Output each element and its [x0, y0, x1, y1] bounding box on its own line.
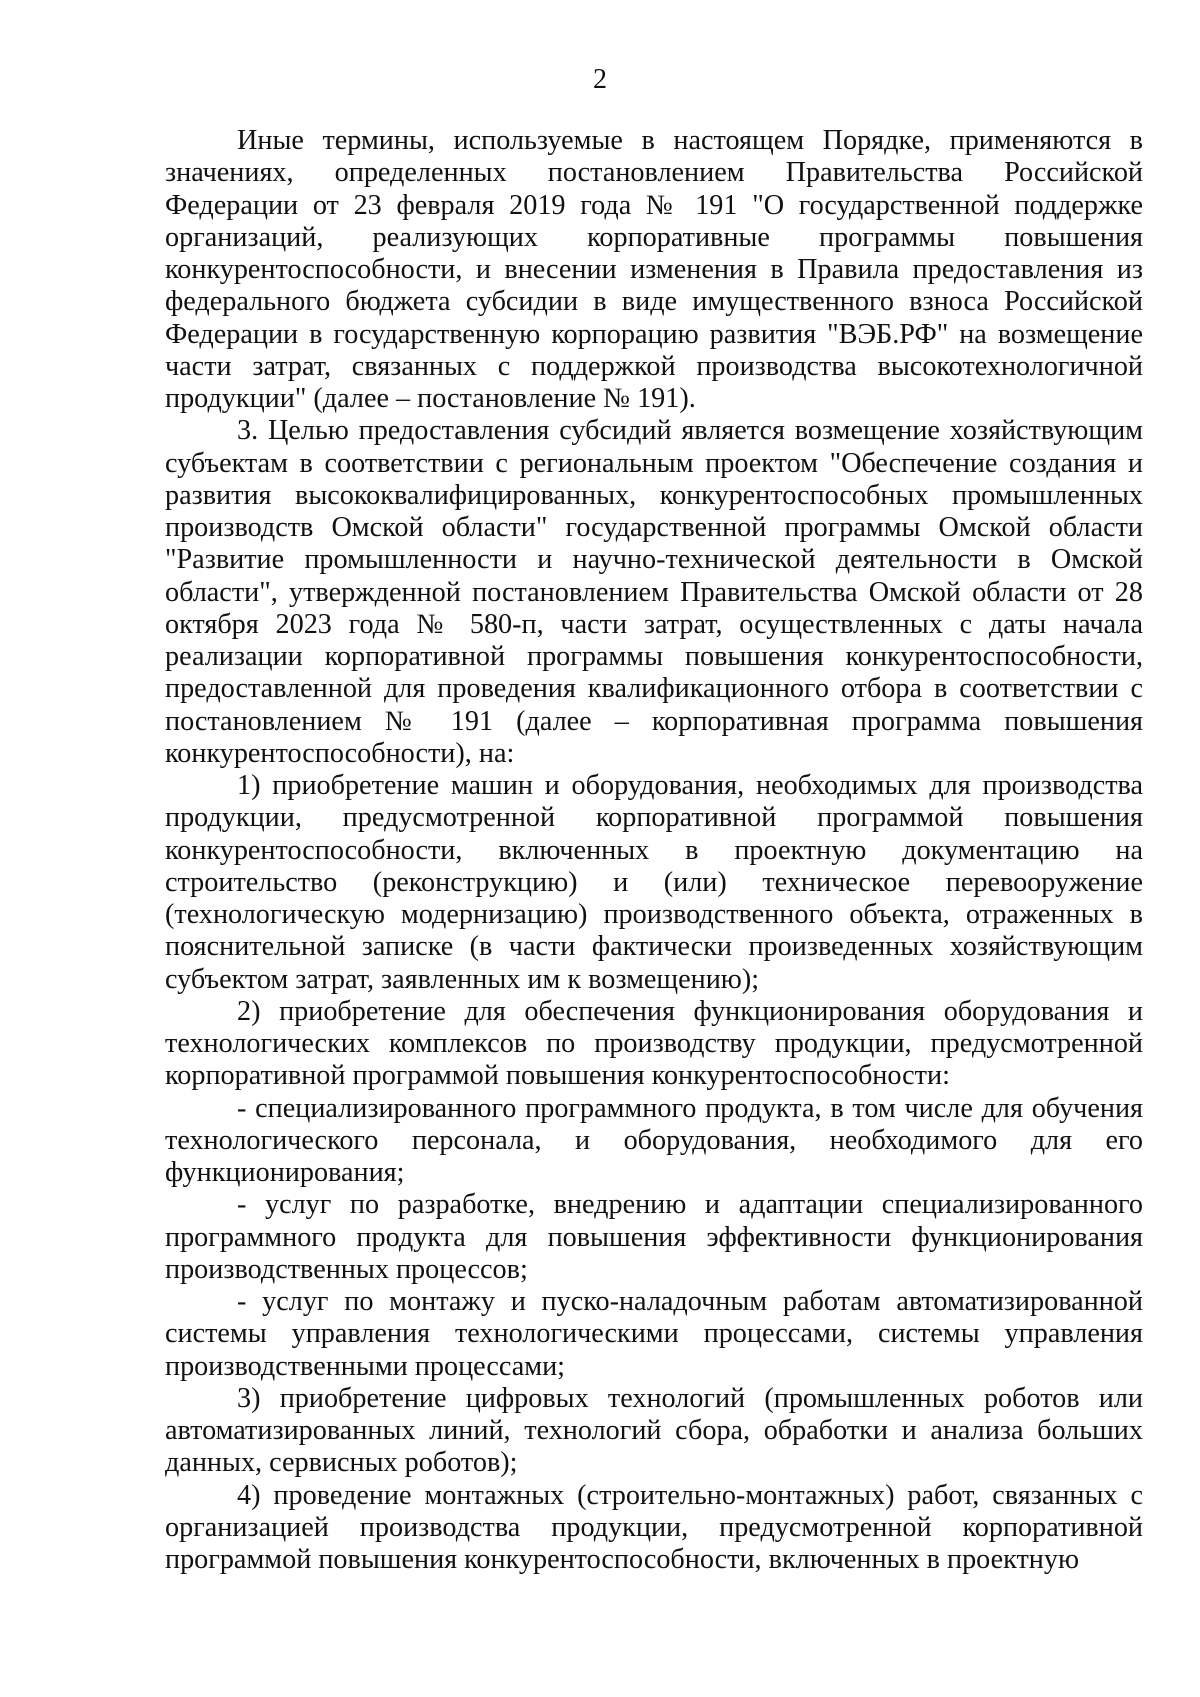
sub-item-development-services: - услуг по разработке, внедрению и адаптации специализированного программного продукта для повышения эффективности функционирования производственных процессов; — [165, 1189, 1143, 1285]
list-item-3-digital-technologies: 3) приобретение цифровых технологий (промышленных роботов или автоматизированных линий, технологий сбора, обработки и анализа больших данных, сервисных роботов); — [165, 1382, 1143, 1479]
list-item-4-installation-works: 4) проведение монтажных (строительно-монтажных) работ, связанных с организацией производства продукции, предусмотренной корпоративной программой повышения конкурентоспособности, включенных в проектную — [165, 1479, 1143, 1575]
page-number: 2 — [593, 64, 607, 95]
list-item-1-machines: 1) приобретение машин и оборудования, необходимых для производства продукции, предусмотренной корпоративной программой повышения конкурентоспособности, включенных в проектную документацию на строительство (реконструкцию) и (или) техническое перевооружение (технологическую модернизацию) производственного объекта, отраженных в пояснительной записке (в части фактически произведенных хозяйствующим субъектом затрат, заявленных им к возмещению); — [165, 770, 1143, 995]
sub-item-installation-services: - услуг по монтажу и пуско-наладочным работам автоматизированной системы управления технологическими процессами, системы управления производственными процессами; — [165, 1286, 1143, 1382]
sub-item-software-product: - специализированного программного продукта, в том числе для обучения технологического персонала, и оборудования, необходимого для его функционирования; — [165, 1092, 1143, 1188]
list-item-2-acquisition: 2) приобретение для обеспечения функционирования оборудования и технологических комплексов по производству продукции, предусмотренной корпоративной программой повышения конкурентоспособности: — [165, 995, 1143, 1092]
paragraph-terms: Иные термины, используемые в настоящем Порядке, применяются в значениях, определенных постановлением Правительства Российской Федерации от 23 февраля 2019 года № 191 "О государственной поддержке организаций, реализующих корпоративные программы повышения конкурентоспособности, и внесении изменения в Правила предоставления из федерального бюджета субсидии в виде имущественного взноса Российской Федерации в государственную корпорацию развития "ВЭБ.РФ" на возмещение части затрат, связанных с поддержкой производства высокотехнологичной продукции" (далее – постановление № 191). — [165, 125, 1143, 414]
paragraph-3-purpose: 3. Целью предоставления субсидий является возмещение хозяйствующим субъектам в соответствии с региональным проектом "Обеспечение создания и развития высококвалифицированных, конкурентоспособных промышленных производств Омской области" государственной программы Омской области "Развитие промышленности и научно-технической деятельности в Омской области", утвержденной постановлением Правительства Омской области от 28 октября 2023 года № 580-п, части затрат, осуществленных с даты начала реализации корпоративной программы повышения конкурентоспособности, предоставленной для проведения квалификационного отбора в соответствии с постановлением № 191 (далее – корпоративная программа повышения конкурентоспособности), на: — [165, 415, 1143, 769]
document-body — [165, 125, 1143, 1576]
